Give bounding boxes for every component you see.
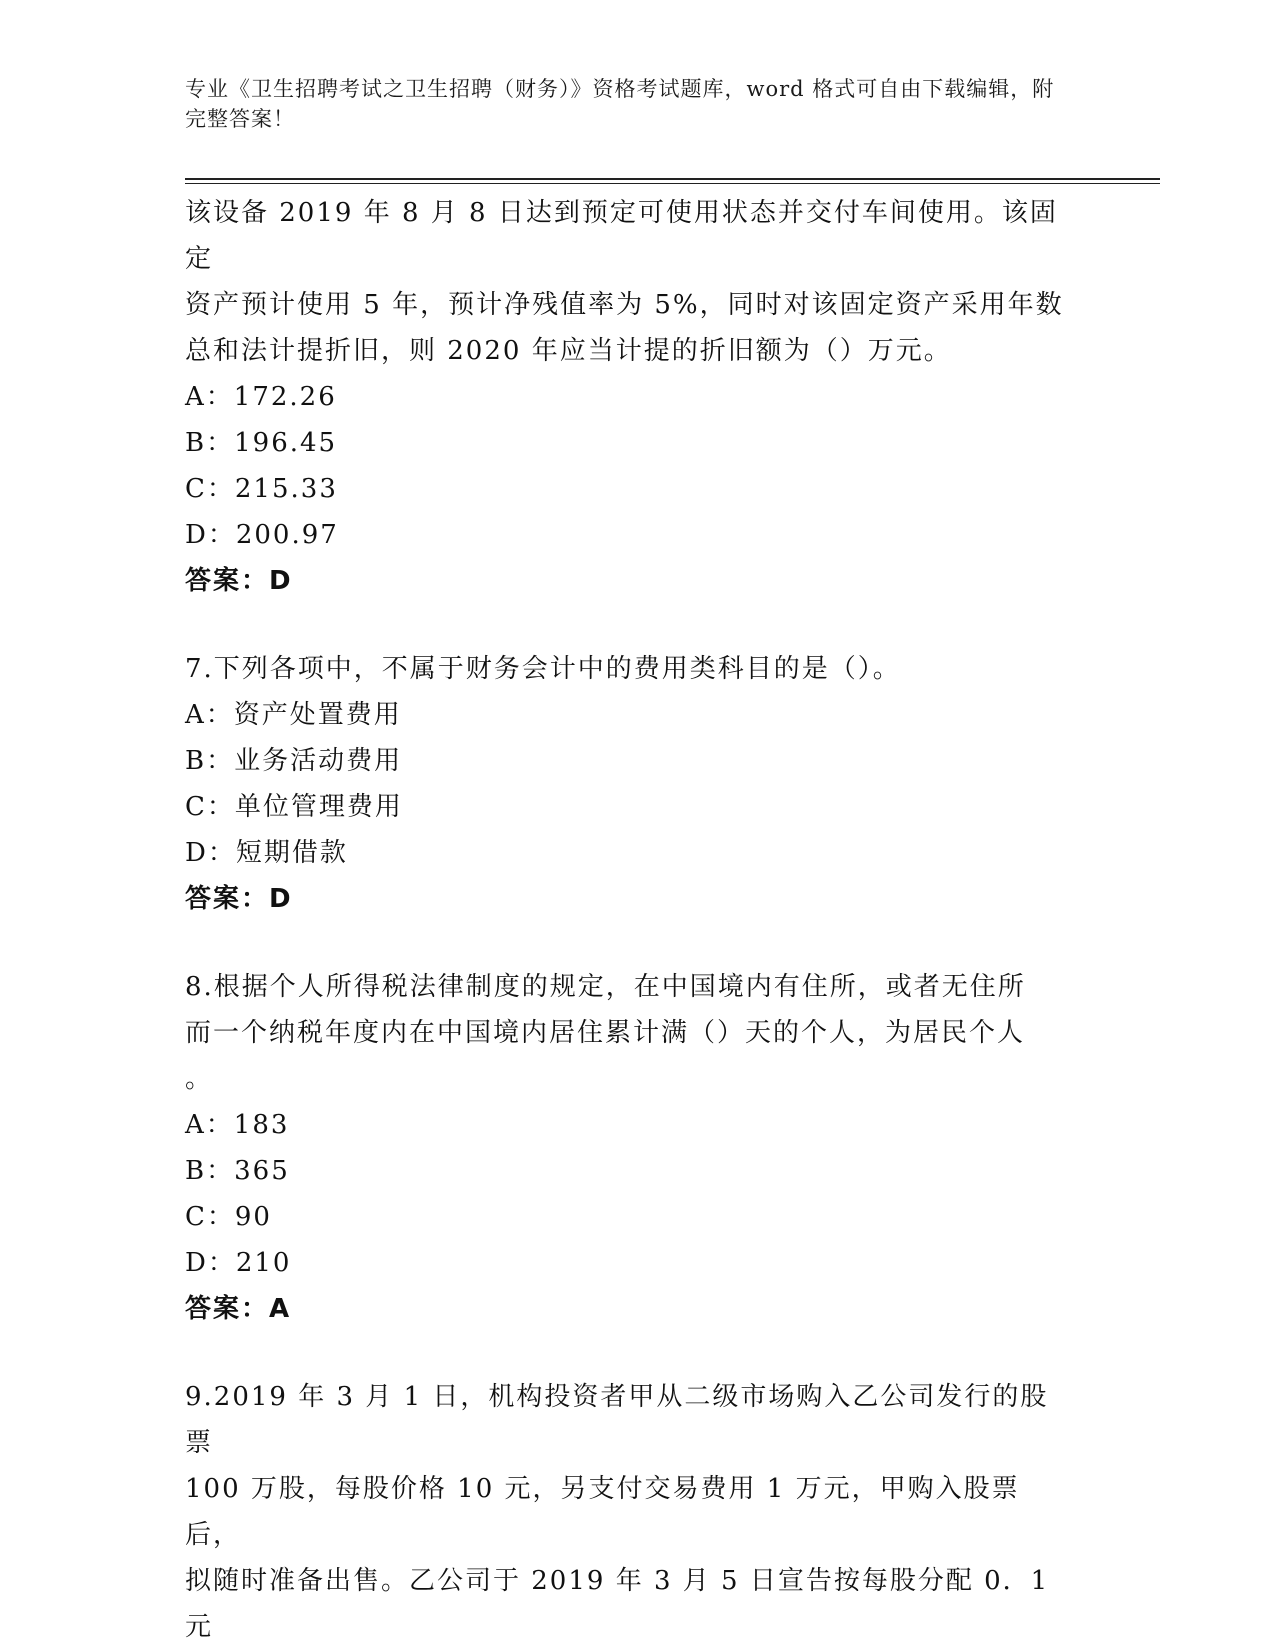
option-c: C：单位管理费用 [185,792,403,822]
question-stem-line: 拟随时准备出售。乙公司于 2019 年 3 月 5 日宣告按每股分配 0．1 元 [185,1566,1050,1642]
question-stem-line: 7.下列各项中，不属于财务会计中的费用类科目的是（）。 [185,654,901,684]
answer-line: 答案：D [185,566,293,596]
question-9 [185,1374,1065,1650]
question-stem-line: 而一个纳税年度内在中国境内居住累计满（）天的个人，为居民个人 [185,1018,1026,1048]
question-stem-line: 100 万股，每股价格 10 元，另支付交易费用 1 万元，甲购入股票后， [185,1474,1020,1550]
option-c: C：215.33 [185,474,338,504]
question-stem-line: 9.2019 年 3 月 1 日，机构投资者甲从二级市场购入乙公司发行的股票 [185,1382,1049,1458]
question-6 [185,190,1065,604]
document-body [185,190,1065,1650]
option-a: A：172.26 [185,382,337,412]
header-rule-thin [185,183,1160,184]
question-stem-line: 8.根据个人所得税法律制度的规定，在中国境内有住所，或者无住所 [185,972,1026,1002]
question-7 [185,646,1065,922]
question-stem-line: 。 [185,1064,214,1094]
question-stem-line: 该设备 2019 年 8 月 8 日达到预定可使用状态并交付车间使用。该固定 [185,198,1058,274]
option-d: D：200.97 [185,520,339,550]
answer-line: 答案：D [185,884,293,914]
option-d: D：短期借款 [185,838,348,868]
option-b: B：365 [185,1156,290,1186]
header-rule-thick [185,178,1160,180]
option-c: C：90 [185,1202,272,1232]
question-stem-line: 资产预计使用 5 年，预计净残值率为 5%，同时对该固定资产采用年数 [185,290,1064,320]
option-b: B：196.45 [185,428,338,458]
option-d: D：210 [185,1248,292,1278]
option-a: A：资产处置费用 [185,700,402,730]
question-stem-line: 总和法计提折旧，则 2020 年应当计提的折旧额为（）万元。 [185,336,952,366]
document-header: 专业《卫生招聘考试之卫生招聘（财务）》资格考试题库，word 格式可自由下载编辑，附完整答案！ [185,77,1055,131]
answer-line: 答案：A [185,1294,292,1324]
option-a: A：183 [185,1110,290,1140]
option-b: B：业务活动费用 [185,746,403,776]
question-8 [185,964,1065,1332]
